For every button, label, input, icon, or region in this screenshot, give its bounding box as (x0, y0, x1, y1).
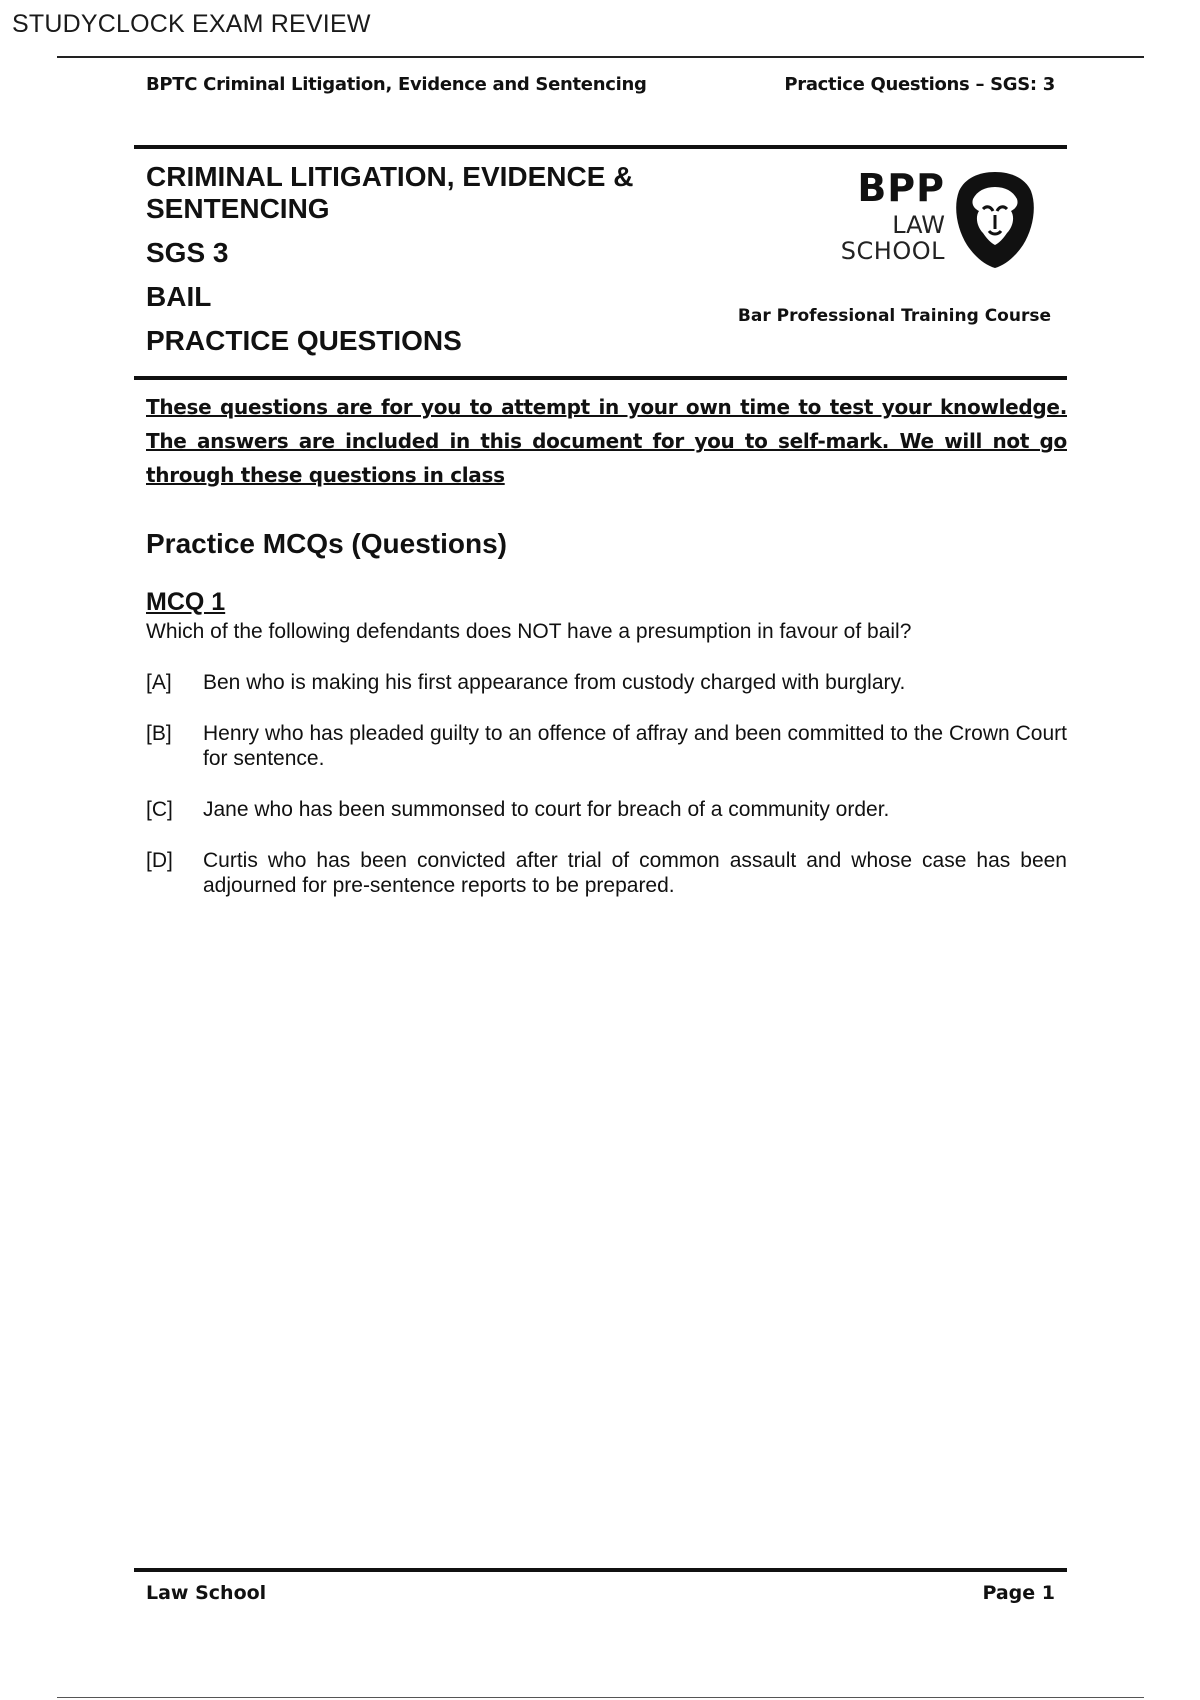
footer-left: Law School (146, 1582, 267, 1604)
bottom-divider (57, 1697, 1144, 1698)
instructions-note: These questions are for you to attempt in your own time to test your knowledge. The answers are included in this document for you to self-mark. We will not go through these questions in class (146, 395, 1067, 487)
bpp-logo (827, 166, 1037, 279)
top-divider (57, 56, 1144, 58)
option-letter: [C] (146, 798, 173, 821)
title-block (134, 145, 1067, 380)
running-header-right: Practice Questions – SGS: 3 (784, 74, 1055, 95)
option-letter: [D] (146, 849, 173, 872)
running-header-left: BPTC Criminal Litigation, Evidence and Sentencing (146, 74, 647, 95)
document-kind: PRACTICE QUESTIONS (146, 325, 462, 356)
title-stack (146, 161, 706, 357)
answer-option-b (146, 721, 1067, 771)
logo-wordmark (840, 166, 945, 265)
logo-school: SCHOOL (840, 237, 945, 265)
watermark: STUDYCLOCK EXAM REVIEW (12, 10, 371, 38)
page-number: Page 1 (982, 1582, 1055, 1604)
answer-option-c (146, 797, 1067, 822)
sgs-number: SGS 3 (146, 237, 229, 268)
option-text: Henry who has pleaded guilty to an offence of affray and been committed to the Crown Court for sentence. (203, 722, 1067, 770)
option-text: Jane who has been summonsed to court for breach of a community order. (203, 798, 890, 821)
section-heading: Practice MCQs (Questions) (146, 528, 507, 559)
running-header (146, 74, 1055, 95)
logo-bpp: BPP (857, 166, 945, 210)
topic-title: BAIL (146, 281, 212, 312)
option-letter: [B] (146, 722, 172, 745)
mcq-question: Which of the following defendants does NOT have a presumption in favour of bail? (146, 620, 912, 643)
answer-option-d (146, 848, 1067, 898)
option-text: Curtis who has been convicted after trial of common assault and whose case has been adjourned for pre-sentence reports to be prepared. (203, 849, 1067, 897)
option-text: Ben who is making his first appearance from custody charged with burglary. (203, 671, 906, 694)
answer-options (146, 670, 1067, 924)
answer-option-a (146, 670, 1067, 695)
document-title: CRIMINAL LITIGATION, EVIDENCE & SENTENCING (146, 161, 634, 224)
logo-law: LAW (892, 211, 945, 239)
page-footer (134, 1568, 1067, 1604)
option-letter: [A] (146, 671, 172, 694)
mcq-label: MCQ 1 (146, 588, 226, 616)
course-name: Bar Professional Training Course (737, 306, 1051, 326)
lion-head-shield-icon (953, 169, 1037, 269)
